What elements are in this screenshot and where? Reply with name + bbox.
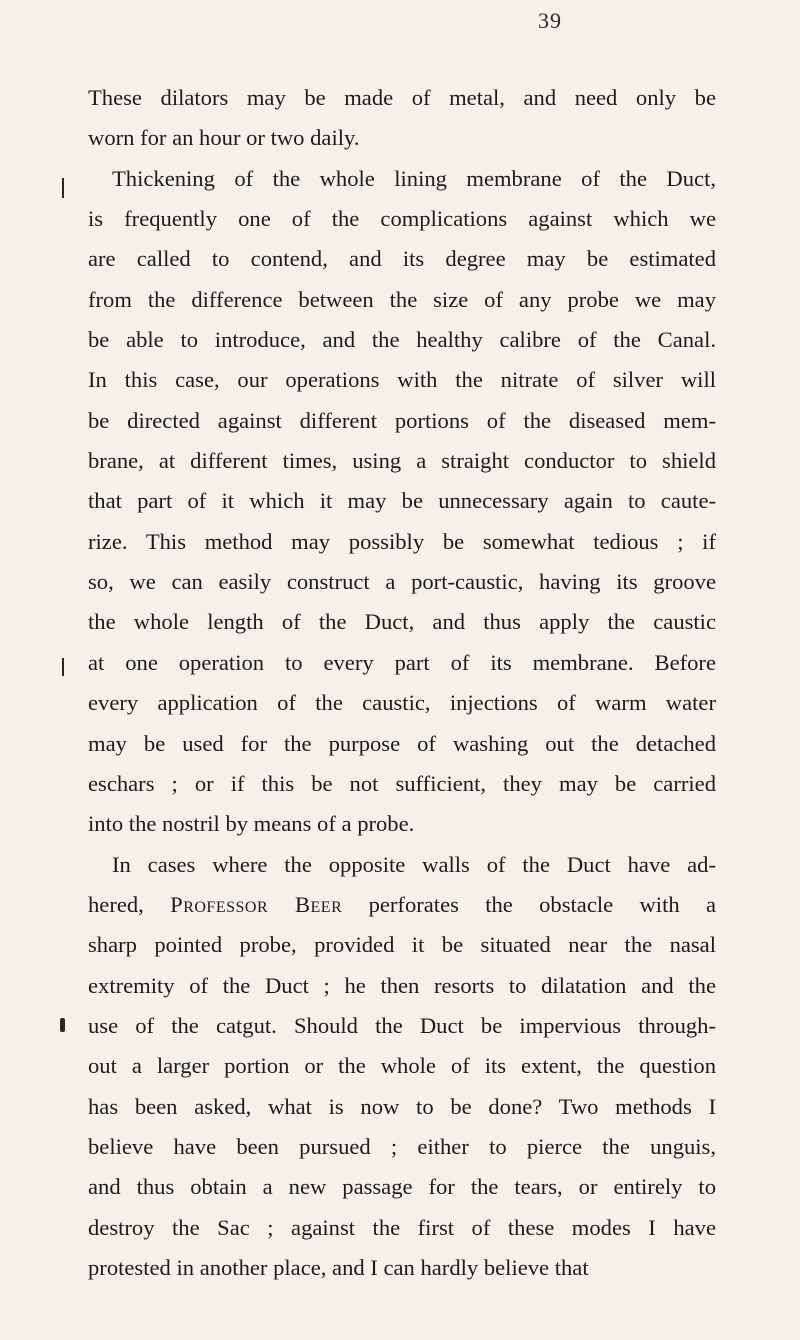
- text-line: is frequently one of the complications against which we: [88, 206, 716, 232]
- text-line: may be used for the purpose of washing out the detached: [88, 730, 716, 756]
- text-line: be directed against different portions of the diseased mem-: [88, 407, 716, 433]
- text-line: sharp pointed probe, provided it be situated near the nasal: [88, 932, 716, 958]
- text-line: so, we can easily construct a port-caustic, having its groove: [88, 569, 716, 595]
- text-line: out a larger portion or the whole of its extent, the question: [88, 1053, 716, 1079]
- text-line: at one operation to every part of its membrane. Before: [88, 649, 716, 675]
- text-line: eschars ; or if this be not sufficient, they may be carried: [88, 770, 716, 796]
- text-line: the whole length of the Duct, and thus apply the caustic: [88, 609, 716, 635]
- text-line: In cases where the opposite walls of the Duct have ad-: [112, 851, 716, 877]
- person-name: Professor Beer: [170, 891, 343, 917]
- text-line: destroy the Sac ; against the first of these modes I have: [88, 1214, 716, 1240]
- margin-mark: [62, 658, 64, 676]
- text-line: into the nostril by means of a probe.: [88, 811, 415, 837]
- text-line: protested in another place, and I can hardly believe that: [88, 1254, 589, 1280]
- text-line: believe have been pursued ; either to pierce the unguis,: [88, 1133, 716, 1159]
- text-line: extremity of the Duct ; he then resorts to dilatation and the: [88, 972, 716, 998]
- text-line: worn for an hour or two daily.: [88, 125, 360, 151]
- text-fragment: perforates the obstacle with a: [342, 891, 716, 917]
- text-line: are called to contend, and its degree may be estimated: [88, 246, 716, 272]
- page-number: 39: [538, 8, 562, 33]
- text-line: use of the catgut. Should the Duct be impervious through-: [88, 1012, 716, 1038]
- text-line: brane, at different times, using a straight conductor to shield: [88, 448, 716, 474]
- text-line: has been asked, what is now to be done? Two methods I: [88, 1093, 716, 1119]
- text-line: from the difference between the size of any probe we may: [88, 286, 716, 312]
- text-line: that part of it which it may be unnecessary again to caute-: [88, 488, 716, 514]
- margin-mark: [62, 178, 64, 198]
- text-line: every application of the caustic, injections of warm water: [88, 690, 716, 716]
- text-fragment: hered,: [88, 891, 171, 917]
- text-line: These dilators may be made of metal, and need only be: [88, 85, 716, 110]
- body-text: [88, 78, 716, 1288]
- text-line: be able to introduce, and the healthy calibre of the Canal.: [88, 327, 716, 353]
- text-line: Thickening of the whole lining membrane of the Duct,: [112, 165, 716, 191]
- text-line: rize. This method may possibly be somewhat tedious ; if: [88, 528, 716, 554]
- margin-mark: [60, 1018, 65, 1032]
- text-line: In this case, our operations with the nitrate of silver will: [88, 367, 716, 393]
- text-line-with-name: [88, 885, 716, 925]
- text-line: and thus obtain a new passage for the tears, or entirely to: [88, 1174, 716, 1200]
